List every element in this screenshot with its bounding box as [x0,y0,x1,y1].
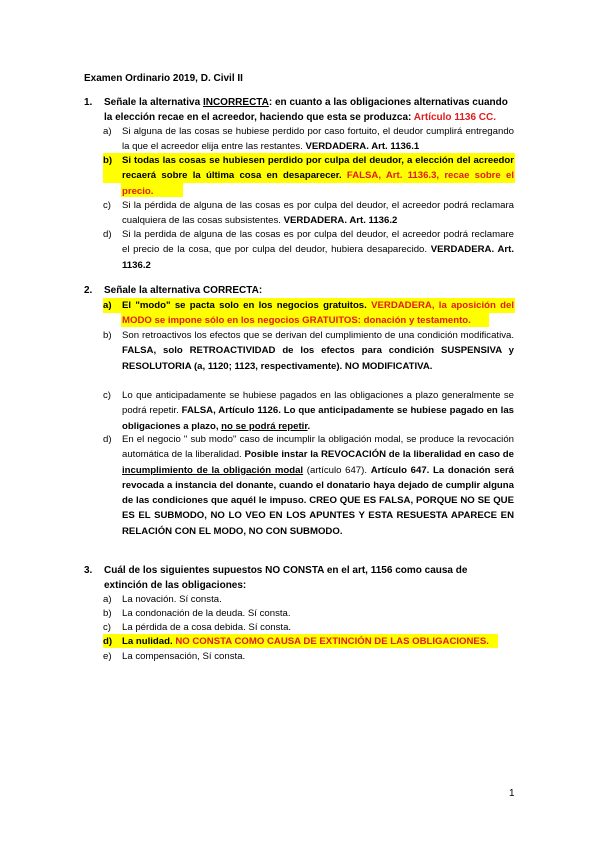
option-verdict: VERDADERA, la aposición del MODO se impone sólo en los negocios GRATUITOS: donación y testamento. [122,300,514,327]
option-label: d) [103,636,113,647]
question-3 [84,563,514,593]
option-comment-emphasis: incumplimiento de la obligación modal [122,464,304,476]
option-label: a) [103,126,112,137]
option-label: c) [103,200,111,211]
option-label: b) [103,330,112,341]
option-label: a) [103,594,112,605]
option-label: d) [103,434,112,445]
question-2 [84,283,514,298]
option-text: La condonación de la deuda. Sí consta. [122,608,291,619]
option-verdict: VERDADERA. Art. 1136.2 [122,244,514,271]
option-1a [103,124,514,155]
question-number: 2. [84,285,93,296]
question-keyword: INCORRECTA [202,97,269,108]
option-verdict-end: . [307,420,311,432]
option-label: e) [103,651,112,662]
option-verdict-emphasis: no se podrá repetir [221,420,308,432]
page-number: 1 [509,788,515,799]
option-2a [103,298,514,329]
option-2c [103,388,514,434]
option-1d [103,227,514,273]
option-label: b) [103,155,113,166]
option-text: Si todas las cosas se hubiesen perdido por culpa del deudor, a elección del acreedor recaerá sobre la última cosa en desaparecer. [122,155,514,182]
option-3d [103,634,514,649]
option-verdict: NO CONSTA COMO CAUSA DE EXTINCIÓN DE LAS OBLIGACIONES. [175,636,489,647]
option-comment-ref: (artículo 647). [303,464,371,476]
article-reference: Artículo 1136 CC. [413,112,497,123]
option-comment-article: Artículo 647. La donación será revocada a instancia del donante, cuando el donatario haya dejado de cumplir alguna de las condiciones que aquél le impuso. CREO QUE ES FALSA, PORQUE NO SE QUE ES EL SUBMODO, NO LO VEO EN LOS APUNTES Y ESTA RESUESTA APARECE EN RELACIÓN CON EL MODO, NO CON SUBMODO. [122,464,514,537]
option-text: La nulidad. [122,636,176,647]
option-label: b) [103,608,112,619]
option-label: d) [103,229,112,240]
option-verdict: FALSA, solo RETROACTIVIDAD de los efectos para condición SUSPENSIVA y RESOLUTORIA (a, 1120; 1123, respectivamente). NO MODIFICATIVA. [122,345,514,372]
option-2b [103,328,514,374]
question-text: Señale la alternativa CORRECTA: [104,285,263,296]
option-text: El "modo" se pacta solo en los negocios gratuitos. [122,300,372,311]
option-label: c) [103,390,111,401]
option-verdict: FALSA, Artículo 1126. Lo que anticipadamente se hubiese pagado en las obligaciones a plazo, [122,405,514,432]
option-text: En el negocio '' sub modo'' caso de incumplir la obligación modal, se produce la revocación automática de la liberalidad. [122,434,514,461]
option-label: a) [103,300,112,311]
option-verdict: FALSA, Art. 1136.3, recae sobre el precio. [122,170,514,197]
option-text: La compensación, Sí consta. [122,651,246,662]
option-label: c) [103,622,111,633]
option-2d [103,432,514,539]
option-text: Lo que anticipadamente se hubiese pagados en las obligaciones a plazo generalmente se podrá repetir. [122,390,514,417]
option-text: La novación. Sí consta. [122,594,222,605]
option-3a [103,592,514,607]
question-text: Señale la alternativa [104,97,203,108]
option-verdict: VERDADERA. Art. 1136.2 [283,215,398,227]
question-text-cont: : en cuanto a las obligaciones alternativas cuando la elección recae en el acreedor, haciendo que esta se produzca: [104,97,508,123]
option-3b [103,606,514,621]
option-1c [103,198,514,229]
option-1b [103,153,514,199]
option-text: Si la pérdida de alguna de las cosas es por culpa del deudor, el acreedor podrá reclamara cualquiera de las cosas subsistentes. [122,200,514,227]
question-number: 1. [84,97,93,108]
option-3e [103,649,514,664]
exam-title: Examen Ordinario 2019, D. Civil II [84,73,243,84]
option-verdict: VERDADERA. Art. 1136.1 [305,141,420,153]
option-text: La pérdida de a cosa debida. Sí consta. [122,622,292,633]
option-comment: Posible instar la REVOCACIÓN de la liberalidad en caso de [244,449,514,461]
question-1 [84,95,514,125]
option-text: Si la perdida de alguna de las cosas es por culpa del deudor, el acreedor podrá reclamare el precio de la cosa, que por culpa del deudor, hubiera desaparecido. [122,229,514,256]
option-text: Son retroactivos los efectos que se derivan del cumplimiento de una condición modificativa. [122,330,514,341]
option-text: Si alguna de las cosas se hubiese perdido por caso fortuito, el deudor cumplirá entregando la que el acreedor elija entre las restantes. [122,126,514,153]
question-text: Cuál de los siguientes supuestos NO CONSTA en el art, 1156 como causa de extinción de las obligaciones: [104,565,468,591]
question-number: 3. [84,565,93,576]
option-3c [103,620,514,635]
